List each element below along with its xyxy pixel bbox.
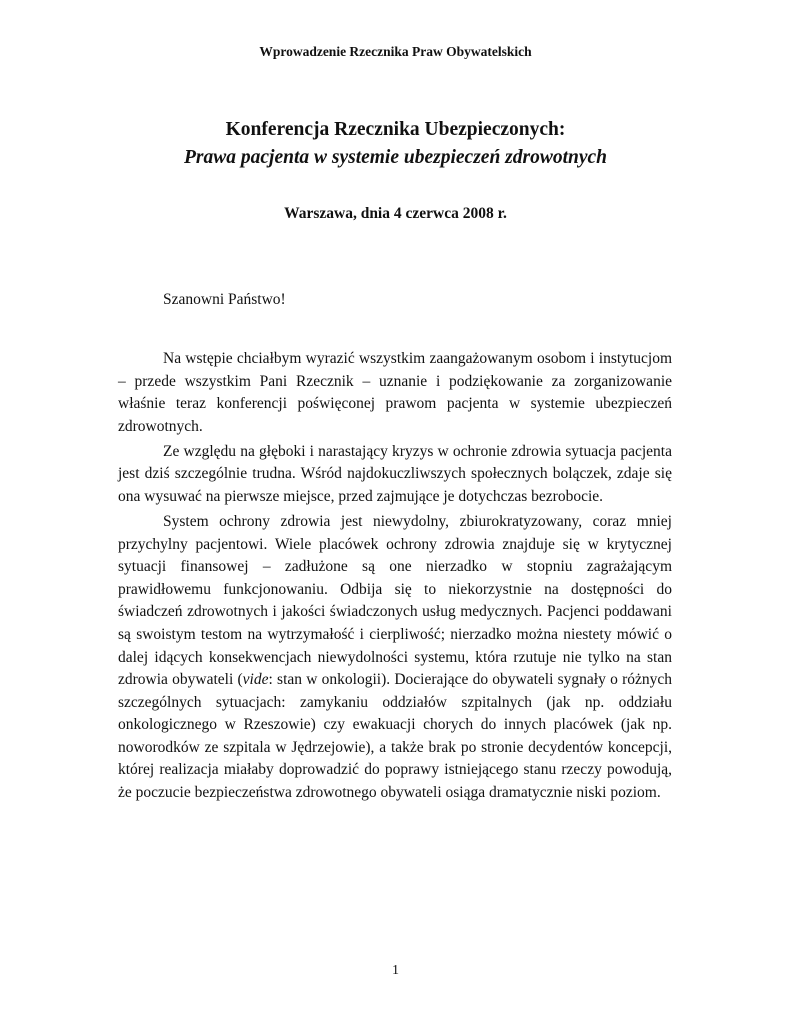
salutation: Szanowni Państwo! xyxy=(163,291,286,308)
paragraph-2: Ze względu na głęboki i narastający kryzys w ochronie zdrowia sytuacja pacjenta jest dziś szczególnie trudna. Wśród najdokuczliwszych społecznych bolączek, zdaje się ona wysuwać na pierwsze miejsce, przed zajmujące je dotychczas bezrobocie. xyxy=(118,442,672,505)
paragraph-1: Na wstępie chciałbym wyrazić wszystkim zaangażowanym osobom i instytucjom – przede wszystkim Pani Rzecznik – uznanie i podziękowanie za zorganizowanie właśnie teraz konferencji poświęconej prawom pacjenta w systemie ubezpieczeń zdrowotnych. xyxy=(118,350,672,435)
paragraph-3-part-2: : stan w onkologii). Docierające do obywateli sygnały o różnych szczególnych sytuacjach: zamykaniu oddziałów szpitalnych (jak np. oddziału onkologicznego w Rzeszowie) czy ewakuacji chorych do innych placówek (jak np. noworodków ze szpitala w Jędrzejowie), a także brak po stronie decydentów koncepcji, której realizacja miałaby doprowadzić do poprawy istniejącego stanu rzeczy powodują, że poczucie bezpieczeństwa zdrowotnego obywateli osiąga dramatycznie niski poziom. xyxy=(118,671,672,802)
running-header: Wprowadzenie Rzecznika Praw Obywatelskich xyxy=(259,44,532,59)
body-text xyxy=(118,348,672,807)
document-subtitle: Prawa pacjenta w systemie ubezpieczeń zdrowotnych xyxy=(183,147,608,168)
document-title: Konferencja Rzecznika Ubezpieczonych: xyxy=(225,119,566,140)
paragraph-3 xyxy=(118,511,672,805)
paragraph-3-part-1: System ochrony zdrowia jest niewydolny, zbiurokratyzowany, coraz mniej przychylny pacjentowi. Wiele placówek ochrony zdrowia znajduje się w krytycznej sytuacji finansowej – zadłużone są one nierzadko w stopniu zagrażającym prawidłowemu funkcjonowaniu. Odbija się to niekorzystnie na dostępności do świadczeń zdrowotnych i jakości świadczonych usług medycznych. Pacjenci poddawani są swoistym testom na wytrzymałość i cierpliwość; nierzadko można niestety mówić o dalej idących konsekwencjach niewydolności systemu, która rzutuje nie tylko na stan zdrowia obywateli ( xyxy=(118,512,672,689)
date-line: Warszawa, dnia 4 czerwca 2008 r. xyxy=(284,205,507,222)
page-number: 1 xyxy=(392,963,399,978)
vide-italic: vide xyxy=(242,671,269,689)
